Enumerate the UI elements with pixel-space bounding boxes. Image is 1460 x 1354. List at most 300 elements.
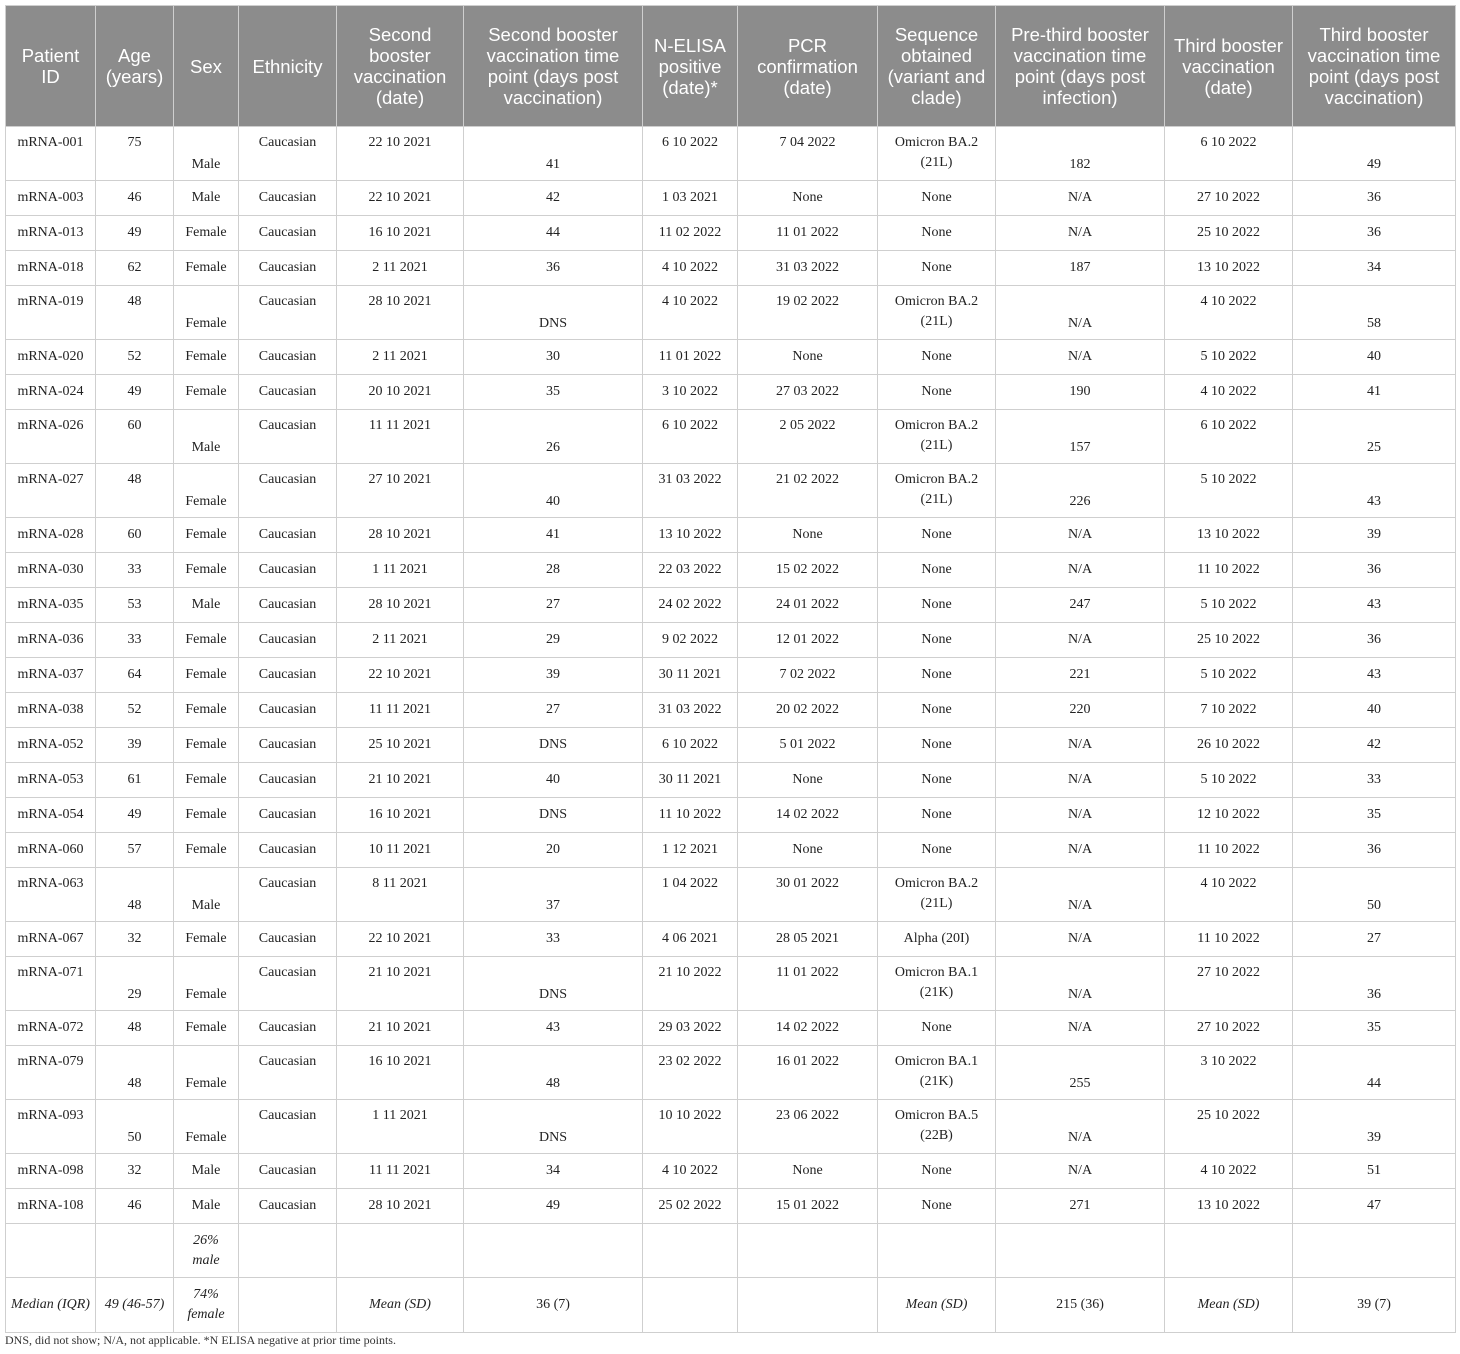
n-elisa-date-cell: 24 02 2022 xyxy=(643,588,738,623)
third-booster-timepoint-cell: 39 xyxy=(1293,1100,1456,1154)
male-percentage: 26% male xyxy=(174,1224,239,1278)
sequence-cell: None xyxy=(878,1189,996,1224)
age-cell: 32 xyxy=(96,1154,174,1189)
third-booster-timepoint-cell: 40 xyxy=(1293,693,1456,728)
patient-id-cell: mRNA-035 xyxy=(6,588,96,623)
third-booster-date-cell: 4 10 2022 xyxy=(1165,868,1293,922)
n-elisa-date-cell: 11 02 2022 xyxy=(643,216,738,251)
age-cell: 46 xyxy=(96,1189,174,1224)
sequence-cell: None xyxy=(878,251,996,286)
sequence-cell: None xyxy=(878,623,996,658)
second-booster-timepoint-cell: DNS xyxy=(464,728,643,763)
ethnicity-cell: Caucasian xyxy=(239,623,337,658)
pcr-date-cell: 12 01 2022 xyxy=(738,623,878,658)
third-booster-date-cell: 25 10 2022 xyxy=(1165,1100,1293,1154)
ethnicity-cell: Caucasian xyxy=(239,464,337,518)
pre-third-timepoint-cell: N/A xyxy=(996,340,1165,375)
ethnicity-cell: Caucasian xyxy=(239,588,337,623)
pcr-date-cell: 30 01 2022 xyxy=(738,868,878,922)
n-elisa-date-cell: 23 02 2022 xyxy=(643,1046,738,1100)
patient-table xyxy=(5,5,1456,1333)
table-row xyxy=(6,1011,1456,1046)
patient-id-cell: mRNA-013 xyxy=(6,216,96,251)
age-cell: 48 xyxy=(96,1046,174,1100)
patient-id-cell: mRNA-019 xyxy=(6,286,96,340)
sex-cell: Female xyxy=(174,1011,239,1046)
second-booster-date-cell: 8 11 2021 xyxy=(337,868,464,922)
age-cell: 48 xyxy=(96,868,174,922)
table-row xyxy=(6,340,1456,375)
third-booster-timepoint-cell: 35 xyxy=(1293,798,1456,833)
second-booster-date-cell: 16 10 2021 xyxy=(337,216,464,251)
pre-third-timepoint-cell: 182 xyxy=(996,127,1165,181)
pre-third-timepoint-cell: 226 xyxy=(996,464,1165,518)
sex-cell: Female xyxy=(174,286,239,340)
age-cell: 48 xyxy=(96,464,174,518)
third-booster-date-cell: 4 10 2022 xyxy=(1165,1154,1293,1189)
sequence-cell: None xyxy=(878,181,996,216)
column-header: PCR confirmation (date) xyxy=(738,6,878,127)
third-booster-timepoint-cell: 42 xyxy=(1293,728,1456,763)
second-booster-timepoint-cell: 33 xyxy=(464,922,643,957)
age-cell: 62 xyxy=(96,251,174,286)
second-booster-date-cell: 11 11 2021 xyxy=(337,693,464,728)
age-cell: 52 xyxy=(96,693,174,728)
second-booster-timepoint-cell: 20 xyxy=(464,833,643,868)
sex-cell: Female xyxy=(174,553,239,588)
second-booster-date-cell: 20 10 2021 xyxy=(337,375,464,410)
table-row xyxy=(6,464,1456,518)
second-booster-timepoint-cell: 43 xyxy=(464,1011,643,1046)
sequence-cell: None xyxy=(878,518,996,553)
pcr-date-cell: 15 02 2022 xyxy=(738,553,878,588)
sex-cell: Male xyxy=(174,127,239,181)
pcr-date-cell: 16 01 2022 xyxy=(738,1046,878,1100)
n-elisa-date-cell: 4 10 2022 xyxy=(643,1154,738,1189)
pre-third-timepoint-cell: N/A xyxy=(996,518,1165,553)
table-row xyxy=(6,1154,1456,1189)
third-booster-date-cell: 6 10 2022 xyxy=(1165,410,1293,464)
third-booster-stat-value: 39 (7) xyxy=(1293,1278,1456,1333)
third-booster-timepoint-cell: 50 xyxy=(1293,868,1456,922)
pcr-date-cell: 27 03 2022 xyxy=(738,375,878,410)
age-cell: 52 xyxy=(96,340,174,375)
pre-third-timepoint-cell: N/A xyxy=(996,728,1165,763)
second-booster-date-cell: 28 10 2021 xyxy=(337,286,464,340)
pre-third-timepoint-cell: N/A xyxy=(996,763,1165,798)
third-booster-timepoint-cell: 25 xyxy=(1293,410,1456,464)
pcr-date-cell: 24 01 2022 xyxy=(738,588,878,623)
second-booster-date-cell: 22 10 2021 xyxy=(337,922,464,957)
table-row xyxy=(6,216,1456,251)
table-row xyxy=(6,251,1456,286)
pre-third-timepoint-cell: 220 xyxy=(996,693,1165,728)
second-booster-timepoint-cell: DNS xyxy=(464,798,643,833)
n-elisa-date-cell: 31 03 2022 xyxy=(643,693,738,728)
ethnicity-cell: Caucasian xyxy=(239,693,337,728)
third-booster-date-cell: 5 10 2022 xyxy=(1165,340,1293,375)
pre-third-timepoint-cell: N/A xyxy=(996,922,1165,957)
table-row xyxy=(6,693,1456,728)
pcr-date-cell: 7 02 2022 xyxy=(738,658,878,693)
patient-id-cell: mRNA-053 xyxy=(6,763,96,798)
third-booster-stat-label: Mean (SD) xyxy=(1165,1278,1293,1333)
sequence-cell: None xyxy=(878,1154,996,1189)
second-booster-timepoint-cell: 34 xyxy=(464,1154,643,1189)
third-booster-date-cell: 13 10 2022 xyxy=(1165,1189,1293,1224)
second-booster-date-cell: 21 10 2021 xyxy=(337,957,464,1011)
third-booster-date-cell: 25 10 2022 xyxy=(1165,216,1293,251)
patient-id-cell: mRNA-067 xyxy=(6,922,96,957)
ethnicity-cell: Caucasian xyxy=(239,922,337,957)
patient-id-cell: mRNA-072 xyxy=(6,1011,96,1046)
third-booster-timepoint-cell: 27 xyxy=(1293,922,1456,957)
column-header: Ethnicity xyxy=(239,6,337,127)
age-cell: 53 xyxy=(96,588,174,623)
patient-id-cell: mRNA-098 xyxy=(6,1154,96,1189)
age-cell: 61 xyxy=(96,763,174,798)
table-row xyxy=(6,410,1456,464)
second-booster-date-cell: 25 10 2021 xyxy=(337,728,464,763)
sex-cell: Female xyxy=(174,922,239,957)
second-booster-date-cell: 2 11 2021 xyxy=(337,623,464,658)
third-booster-date-cell: 13 10 2022 xyxy=(1165,251,1293,286)
third-booster-date-cell: 27 10 2022 xyxy=(1165,1011,1293,1046)
third-booster-date-cell: 27 10 2022 xyxy=(1165,181,1293,216)
pre-third-timepoint-cell: N/A xyxy=(996,216,1165,251)
pcr-date-cell: None xyxy=(738,833,878,868)
patient-id-cell: mRNA-038 xyxy=(6,693,96,728)
n-elisa-date-cell: 25 02 2022 xyxy=(643,1189,738,1224)
second-booster-timepoint-cell: DNS xyxy=(464,286,643,340)
second-booster-date-cell: 21 10 2021 xyxy=(337,763,464,798)
ethnicity-cell: Caucasian xyxy=(239,1046,337,1100)
patient-id-cell: mRNA-028 xyxy=(6,518,96,553)
age-cell: 32 xyxy=(96,922,174,957)
age-cell: 48 xyxy=(96,286,174,340)
patient-id-cell: mRNA-036 xyxy=(6,623,96,658)
table-row xyxy=(6,286,1456,340)
second-booster-date-cell: 2 11 2021 xyxy=(337,251,464,286)
table-row xyxy=(6,553,1456,588)
second-booster-date-cell: 28 10 2021 xyxy=(337,518,464,553)
sex-cell: Female xyxy=(174,464,239,518)
table-row xyxy=(6,588,1456,623)
age-cell: 33 xyxy=(96,623,174,658)
pcr-date-cell: 23 06 2022 xyxy=(738,1100,878,1154)
second-booster-timepoint-cell: 29 xyxy=(464,623,643,658)
summary-row-2 xyxy=(6,1278,1456,1333)
third-booster-timepoint-cell: 34 xyxy=(1293,251,1456,286)
patient-id-cell: mRNA-054 xyxy=(6,798,96,833)
patient-id-cell: mRNA-108 xyxy=(6,1189,96,1224)
second-booster-date-cell: 2 11 2021 xyxy=(337,340,464,375)
age-cell: 50 xyxy=(96,1100,174,1154)
third-booster-timepoint-cell: 47 xyxy=(1293,1189,1456,1224)
sequence-cell: None xyxy=(878,693,996,728)
third-booster-timepoint-cell: 49 xyxy=(1293,127,1456,181)
sequence-cell: Omicron BA.1 (21K) xyxy=(878,1046,996,1100)
column-header: Third booster vaccination time point (days post vaccination) xyxy=(1293,6,1456,127)
patient-id-cell: mRNA-052 xyxy=(6,728,96,763)
second-booster-timepoint-cell: 37 xyxy=(464,868,643,922)
age-cell: 39 xyxy=(96,728,174,763)
sequence-cell: None xyxy=(878,798,996,833)
third-booster-date-cell: 13 10 2022 xyxy=(1165,518,1293,553)
table-row xyxy=(6,1189,1456,1224)
n-elisa-date-cell: 1 12 2021 xyxy=(643,833,738,868)
patient-id-cell: mRNA-026 xyxy=(6,410,96,464)
pre-third-timepoint-cell: 221 xyxy=(996,658,1165,693)
second-booster-timepoint-cell: 27 xyxy=(464,588,643,623)
n-elisa-date-cell: 31 03 2022 xyxy=(643,464,738,518)
patient-id-cell: mRNA-063 xyxy=(6,868,96,922)
second-booster-date-cell: 1 11 2021 xyxy=(337,553,464,588)
ethnicity-cell: Caucasian xyxy=(239,375,337,410)
n-elisa-date-cell: 6 10 2022 xyxy=(643,410,738,464)
second-booster-date-cell: 11 11 2021 xyxy=(337,1154,464,1189)
third-booster-date-cell: 12 10 2022 xyxy=(1165,798,1293,833)
third-booster-timepoint-cell: 58 xyxy=(1293,286,1456,340)
sex-cell: Female xyxy=(174,216,239,251)
pcr-date-cell: 28 05 2021 xyxy=(738,922,878,957)
second-booster-timepoint-cell: 49 xyxy=(464,1189,643,1224)
third-booster-date-cell: 11 10 2022 xyxy=(1165,833,1293,868)
sex-cell: Female xyxy=(174,251,239,286)
ethnicity-cell: Caucasian xyxy=(239,1189,337,1224)
third-booster-date-cell: 4 10 2022 xyxy=(1165,375,1293,410)
second-booster-timepoint-cell: DNS xyxy=(464,957,643,1011)
third-booster-timepoint-cell: 51 xyxy=(1293,1154,1456,1189)
n-elisa-date-cell: 30 11 2021 xyxy=(643,763,738,798)
n-elisa-date-cell: 11 01 2022 xyxy=(643,340,738,375)
second-booster-timepoint-cell: 28 xyxy=(464,553,643,588)
n-elisa-date-cell: 6 10 2022 xyxy=(643,127,738,181)
column-header: Second booster vaccination (date) xyxy=(337,6,464,127)
pre-third-timepoint-cell: N/A xyxy=(996,1011,1165,1046)
second-booster-timepoint-cell: 36 xyxy=(464,251,643,286)
sex-cell: Male xyxy=(174,181,239,216)
age-stat-label: Median (IQR) xyxy=(6,1278,96,1333)
pcr-date-cell: 31 03 2022 xyxy=(738,251,878,286)
column-header: Sex xyxy=(174,6,239,127)
pre-third-timepoint-cell: 157 xyxy=(996,410,1165,464)
third-booster-date-cell: 5 10 2022 xyxy=(1165,588,1293,623)
ethnicity-cell: Caucasian xyxy=(239,957,337,1011)
sex-cell: Female xyxy=(174,375,239,410)
second-booster-date-cell: 22 10 2021 xyxy=(337,127,464,181)
sex-cell: Female xyxy=(174,658,239,693)
sequence-cell: None xyxy=(878,658,996,693)
pre-third-timepoint-cell: 247 xyxy=(996,588,1165,623)
ethnicity-cell: Caucasian xyxy=(239,410,337,464)
pcr-date-cell: 5 01 2022 xyxy=(738,728,878,763)
second-booster-date-cell: 28 10 2021 xyxy=(337,1189,464,1224)
n-elisa-date-cell: 1 03 2021 xyxy=(643,181,738,216)
patient-id-cell: mRNA-024 xyxy=(6,375,96,410)
ethnicity-cell: Caucasian xyxy=(239,763,337,798)
column-header: Second booster vaccination time point (days post vaccination) xyxy=(464,6,643,127)
table-row xyxy=(6,868,1456,922)
table-row xyxy=(6,798,1456,833)
ethnicity-cell: Caucasian xyxy=(239,216,337,251)
ethnicity-cell: Caucasian xyxy=(239,1154,337,1189)
third-booster-date-cell: 6 10 2022 xyxy=(1165,127,1293,181)
third-booster-timepoint-cell: 41 xyxy=(1293,375,1456,410)
sequence-cell: None xyxy=(878,375,996,410)
patient-id-cell: mRNA-079 xyxy=(6,1046,96,1100)
sex-cell: Female xyxy=(174,728,239,763)
third-booster-timepoint-cell: 35 xyxy=(1293,1011,1456,1046)
summary-row-1 xyxy=(6,1224,1456,1278)
third-booster-timepoint-cell: 44 xyxy=(1293,1046,1456,1100)
age-cell: 57 xyxy=(96,833,174,868)
age-cell: 33 xyxy=(96,553,174,588)
third-booster-date-cell: 11 10 2022 xyxy=(1165,922,1293,957)
third-booster-date-cell: 25 10 2022 xyxy=(1165,623,1293,658)
table-row xyxy=(6,181,1456,216)
third-booster-timepoint-cell: 36 xyxy=(1293,216,1456,251)
table-row xyxy=(6,375,1456,410)
pre-third-timepoint-cell: N/A xyxy=(996,1154,1165,1189)
third-booster-date-cell: 26 10 2022 xyxy=(1165,728,1293,763)
patient-id-cell: mRNA-037 xyxy=(6,658,96,693)
n-elisa-date-cell: 1 04 2022 xyxy=(643,868,738,922)
second-booster-timepoint-cell: 41 xyxy=(464,518,643,553)
sequence-cell: None xyxy=(878,340,996,375)
column-header: Sequence obtained (variant and clade) xyxy=(878,6,996,127)
pcr-date-cell: 15 01 2022 xyxy=(738,1189,878,1224)
table-row xyxy=(6,833,1456,868)
sex-cell: Female xyxy=(174,1046,239,1100)
third-booster-date-cell: 4 10 2022 xyxy=(1165,286,1293,340)
pre-third-timepoint-cell: N/A xyxy=(996,181,1165,216)
second-booster-timepoint-cell: 26 xyxy=(464,410,643,464)
table-row xyxy=(6,127,1456,181)
sex-cell: Female xyxy=(174,763,239,798)
sex-cell: Male xyxy=(174,410,239,464)
ethnicity-cell: Caucasian xyxy=(239,340,337,375)
ethnicity-cell: Caucasian xyxy=(239,553,337,588)
pre-third-timepoint-cell: 190 xyxy=(996,375,1165,410)
sex-cell: Male xyxy=(174,588,239,623)
pcr-date-cell: 11 01 2022 xyxy=(738,957,878,1011)
pre-third-stat-label: Mean (SD) xyxy=(878,1278,996,1333)
sex-cell: Female xyxy=(174,1100,239,1154)
pcr-date-cell: 7 04 2022 xyxy=(738,127,878,181)
sex-cell: Male xyxy=(174,1189,239,1224)
n-elisa-date-cell: 30 11 2021 xyxy=(643,658,738,693)
second-booster-timepoint-cell: 41 xyxy=(464,127,643,181)
second-booster-date-cell: 11 11 2021 xyxy=(337,410,464,464)
patient-id-cell: mRNA-030 xyxy=(6,553,96,588)
pcr-date-cell: None xyxy=(738,518,878,553)
sex-cell: Female xyxy=(174,798,239,833)
ethnicity-cell: Caucasian xyxy=(239,518,337,553)
sex-cell: Female xyxy=(174,957,239,1011)
third-booster-date-cell: 5 10 2022 xyxy=(1165,464,1293,518)
age-stat-value: 49 (46-57) xyxy=(96,1278,174,1333)
column-header: Age (years) xyxy=(96,6,174,127)
third-booster-timepoint-cell: 40 xyxy=(1293,340,1456,375)
sequence-cell: None xyxy=(878,553,996,588)
column-header: Patient ID xyxy=(6,6,96,127)
second-booster-timepoint-cell: 42 xyxy=(464,181,643,216)
table-row xyxy=(6,518,1456,553)
patient-id-cell: mRNA-003 xyxy=(6,181,96,216)
second-booster-timepoint-cell: 40 xyxy=(464,464,643,518)
pre-third-timepoint-cell: N/A xyxy=(996,623,1165,658)
ethnicity-cell: Caucasian xyxy=(239,127,337,181)
third-booster-timepoint-cell: 36 xyxy=(1293,553,1456,588)
second-booster-stat-value: 36 (7) xyxy=(464,1278,643,1333)
column-header: Third booster vaccination (date) xyxy=(1165,6,1293,127)
pre-third-timepoint-cell: N/A xyxy=(996,957,1165,1011)
second-booster-date-cell: 28 10 2021 xyxy=(337,588,464,623)
pre-third-timepoint-cell: N/A xyxy=(996,286,1165,340)
pre-third-timepoint-cell: N/A xyxy=(996,798,1165,833)
sequence-cell: Omicron BA.5 (22B) xyxy=(878,1100,996,1154)
n-elisa-date-cell: 6 10 2022 xyxy=(643,728,738,763)
female-percentage: 74% female xyxy=(174,1278,239,1333)
second-booster-date-cell: 27 10 2021 xyxy=(337,464,464,518)
table-row xyxy=(6,1100,1456,1154)
table-footnote: DNS, did not show; N/A, not applicable. *N ELISA negative at prior time points. xyxy=(5,1333,396,1347)
age-cell: 46 xyxy=(96,181,174,216)
second-booster-date-cell: 1 11 2021 xyxy=(337,1100,464,1154)
age-cell: 64 xyxy=(96,658,174,693)
third-booster-date-cell: 27 10 2022 xyxy=(1165,957,1293,1011)
age-cell: 29 xyxy=(96,957,174,1011)
ethnicity-cell: Caucasian xyxy=(239,181,337,216)
second-booster-timepoint-cell: 44 xyxy=(464,216,643,251)
third-booster-timepoint-cell: 36 xyxy=(1293,957,1456,1011)
second-booster-timepoint-cell: 40 xyxy=(464,763,643,798)
sequence-cell: Omicron BA.2 (21L) xyxy=(878,286,996,340)
third-booster-date-cell: 5 10 2022 xyxy=(1165,658,1293,693)
sequence-cell: None xyxy=(878,588,996,623)
table-row xyxy=(6,623,1456,658)
sequence-cell: Omicron BA.2 (21L) xyxy=(878,868,996,922)
table-header-row xyxy=(6,6,1456,127)
ethnicity-cell: Caucasian xyxy=(239,658,337,693)
sequence-cell: Omicron BA.1 (21K) xyxy=(878,957,996,1011)
n-elisa-date-cell: 4 06 2021 xyxy=(643,922,738,957)
pre-third-timepoint-cell: 271 xyxy=(996,1189,1165,1224)
n-elisa-date-cell: 10 10 2022 xyxy=(643,1100,738,1154)
age-cell: 48 xyxy=(96,1011,174,1046)
patient-id-cell: mRNA-020 xyxy=(6,340,96,375)
second-booster-timepoint-cell: 48 xyxy=(464,1046,643,1100)
ethnicity-cell: Caucasian xyxy=(239,868,337,922)
sequence-cell: None xyxy=(878,763,996,798)
ethnicity-cell: Caucasian xyxy=(239,1100,337,1154)
sequence-cell: None xyxy=(878,833,996,868)
table-row xyxy=(6,728,1456,763)
n-elisa-date-cell: 3 10 2022 xyxy=(643,375,738,410)
column-header: Pre-third booster vaccination time point (days post infection) xyxy=(996,6,1165,127)
sex-cell: Male xyxy=(174,868,239,922)
pcr-date-cell: 21 02 2022 xyxy=(738,464,878,518)
age-cell: 75 xyxy=(96,127,174,181)
second-booster-date-cell: 22 10 2021 xyxy=(337,658,464,693)
sequence-cell: None xyxy=(878,728,996,763)
ethnicity-cell: Caucasian xyxy=(239,728,337,763)
third-booster-timepoint-cell: 36 xyxy=(1293,833,1456,868)
pcr-date-cell: None xyxy=(738,181,878,216)
second-booster-timepoint-cell: 39 xyxy=(464,658,643,693)
table-row xyxy=(6,763,1456,798)
